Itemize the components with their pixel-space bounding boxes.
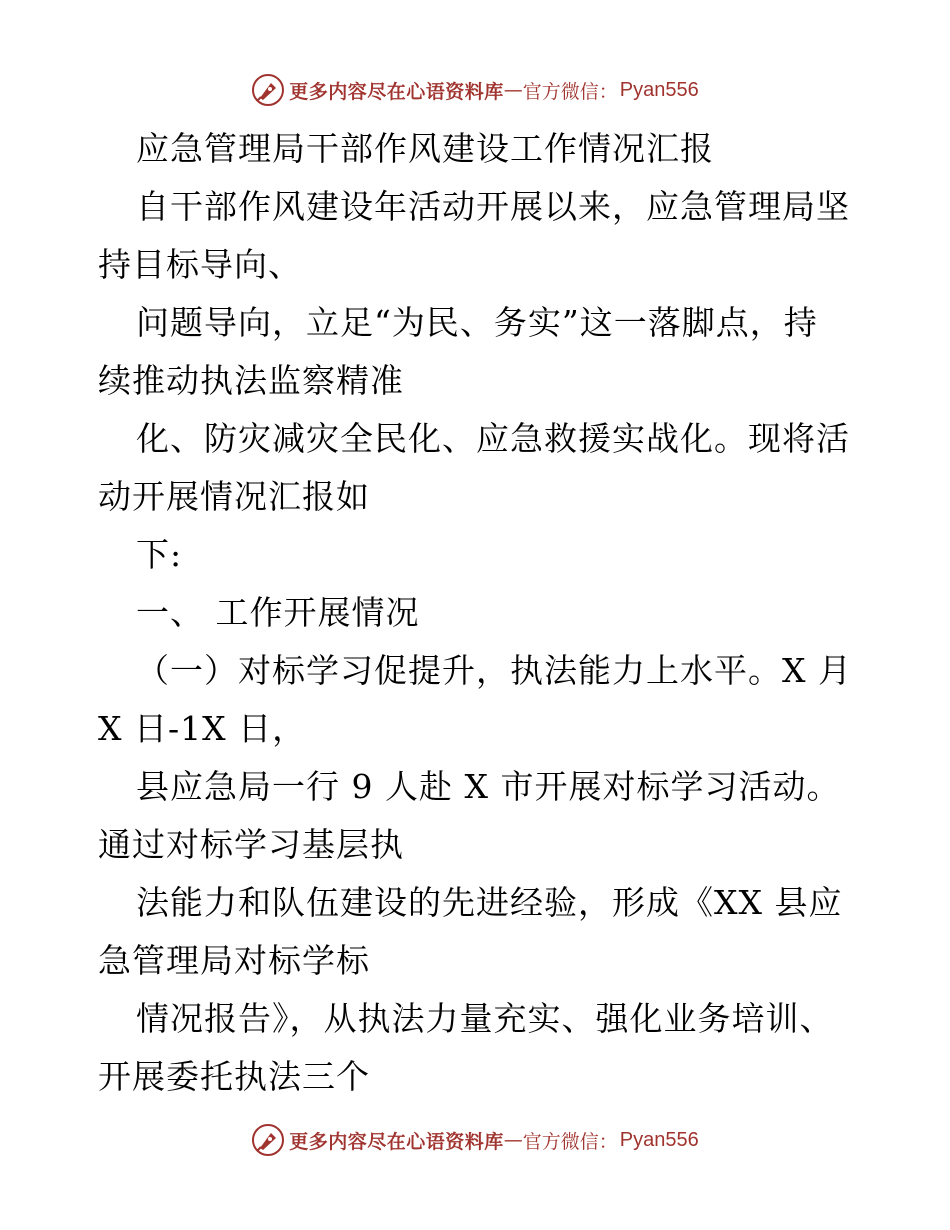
text-line: 应急管理局干部作风建设工作情况汇报 — [136, 129, 714, 168]
banner-wechat-label: 官方微信： — [522, 1130, 618, 1153]
banner-lead-text: 更多内容尽在心语资料库 — [289, 80, 504, 103]
footer-banner — [0, 1118, 950, 1162]
text-line: 情况报告》，从执法力量充实、强化业务培训、 — [136, 999, 834, 1038]
document-body — [98, 120, 858, 1106]
banner-wechat-label: 官方微信： — [522, 80, 618, 103]
text-line: 开展委托执法三个 — [98, 1057, 370, 1096]
text-line: 下: — [136, 535, 183, 574]
text-line: 急管理局对标学标 — [98, 941, 370, 980]
text-line: 法能力和队伍建设的先进经验，形成《XX 县应 — [136, 883, 843, 922]
text-line: 一、 工作开展情况 — [136, 593, 420, 632]
banner-dash: — — [503, 1129, 523, 1151]
text-line: X 日-1X 日， — [98, 709, 307, 748]
pen-nib-icon — [251, 1123, 285, 1157]
text-line: 通过对标学习基层执 — [98, 825, 404, 864]
text-line: 持目标导向、 — [98, 245, 302, 284]
text-line: 续推动执法监察精准 — [98, 361, 404, 400]
text-line: 县应急局一行 9 人赴 X 市开展对标学习活动。 — [136, 767, 841, 806]
banner-wechat-handle: Pyan556 — [619, 1128, 699, 1151]
text-line: 自干部作风建设年活动开展以来，应急管理局坚 — [136, 187, 850, 226]
header-banner — [0, 68, 950, 112]
pen-nib-icon — [251, 73, 285, 107]
text-line: 动开展情况汇报如 — [98, 477, 370, 516]
banner-dash: — — [503, 79, 523, 101]
banner-wechat-handle: Pyan556 — [619, 78, 699, 101]
text-line: （一）对标学习促提升，执法能力上水平。X 月 — [136, 651, 852, 690]
text-line: 化、防灾减灾全民化、应急救援实战化。现将活 — [136, 419, 850, 458]
banner-lead-text: 更多内容尽在心语资料库 — [289, 1130, 504, 1153]
text-line: 问题导向，立足“为民、务实”这一落脚点，持 — [136, 303, 818, 342]
